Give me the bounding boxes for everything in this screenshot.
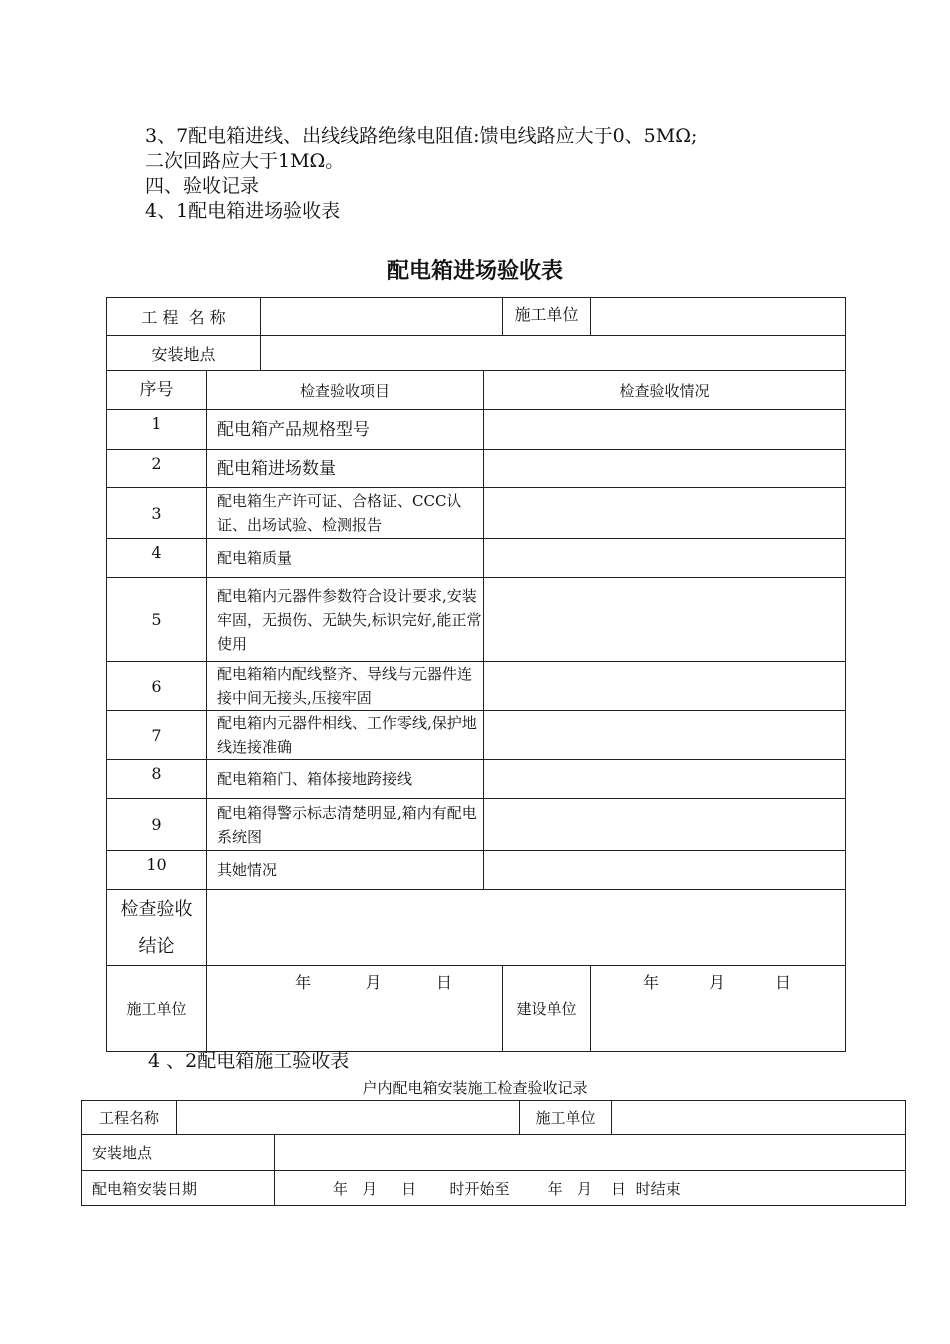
conclusion-value[interactable] [207,890,846,966]
row-item: 配电箱箱内配线整齐、导线与元器件连接中间无接头,压接牢固 [207,662,484,711]
table-row [107,539,846,578]
row-no: 8 [107,760,207,799]
row-item: 配电箱进场数量 [207,450,484,488]
year-label: 年 [643,973,660,992]
table1-title: 配电箱进场验收表 [386,259,563,284]
install-location-value[interactable] [261,336,846,371]
install-acceptance-table [81,1100,906,1206]
day-label: 日 [436,973,453,992]
construction-unit-value[interactable] [591,298,846,336]
row-status[interactable] [484,662,846,711]
row-item: 配电箱箱门、箱体接地跨接线 [207,760,484,799]
row-status[interactable] [484,760,846,799]
project-name-label: 工 程 名 称 [107,298,261,336]
sign-construction-label: 施工单位 [107,966,207,1052]
row-no: 9 [107,799,207,851]
conclusion-label: 检查验收结论 [107,890,207,966]
row-no: 1 [107,410,207,450]
row-no: 6 [107,662,207,711]
install-location-value[interactable] [275,1135,906,1171]
row-no: 3 [107,488,207,539]
subsection-heading-4-2: 4 、2配电箱施工验收表 [148,1050,350,1072]
table-row [107,662,846,711]
table-row [107,760,846,799]
row-no: 10 [107,851,207,890]
row-item: 配电箱产品规格型号 [207,410,484,450]
table-row [107,488,846,539]
row-status[interactable] [484,578,846,662]
row-item: 其她情况 [207,851,484,890]
row-status[interactable] [484,851,846,890]
row-item: 配电箱生产许可证、合格证、CCC认证、出场试验、检测报告 [207,488,484,539]
table-row [107,410,846,450]
project-name-label: 工程名称 [82,1101,177,1135]
sign-owner-label: 建设单位 [503,966,591,1052]
table-row [107,851,846,890]
install-location-label: 安装地点 [107,336,261,371]
sign-construction-date[interactable] [207,966,503,1052]
sign-owner-date[interactable] [591,966,846,1052]
subsection-heading-4-1: 4、1配电箱进场验收表 [145,200,341,222]
intro-line-1: 3、7配电箱进线、出线线路绝缘电阻值:馈电线路应大于0、5MΩ; [145,125,698,147]
day-label: 日 [774,973,791,992]
row-no: 7 [107,711,207,760]
row-no: 5 [107,578,207,662]
construction-unit-label: 施工单位 [503,298,591,336]
year-label: 年 [295,973,312,992]
intro-line-2: 二次回路应大于1MΩ。 [145,150,345,172]
install-date-label: 配电箱安装日期 [82,1171,275,1206]
table-row [107,711,846,760]
table-row [107,578,846,662]
row-status[interactable] [484,711,846,760]
construction-unit-label: 施工单位 [520,1101,612,1135]
row-status[interactable] [484,799,846,851]
col-header-no: 序号 [107,371,207,410]
col-header-status: 检查验收情况 [484,371,846,410]
table-row [107,450,846,488]
table-row [107,799,846,851]
col-header-item: 检查验收项目 [207,371,484,410]
month-label: 月 [365,973,382,992]
install-date-value[interactable]: 年 月 日 时开始至 年 月 日 时结束 [275,1171,906,1206]
project-name-value[interactable] [261,298,503,336]
section-heading-4: 四、验收记录 [145,175,260,197]
row-no: 2 [107,450,207,488]
row-no: 4 [107,539,207,578]
entry-acceptance-table [106,297,846,1052]
row-item: 配电箱质量 [207,539,484,578]
construction-unit-value[interactable] [612,1101,906,1135]
row-status[interactable] [484,488,846,539]
row-item: 配电箱得警示标志清楚明显,箱内有配电系统图 [207,799,484,851]
row-status[interactable] [484,410,846,450]
row-status[interactable] [484,450,846,488]
row-status[interactable] [484,539,846,578]
row-item: 配电箱内元器件参数符合设计要求,安装牢固，无损伤、无缺失,标识完好,能正常使用 [207,578,484,662]
row-item: 配电箱内元器件相线、工作零线,保护地线连接准确 [207,711,484,760]
install-location-label: 安装地点 [82,1135,275,1171]
month-label: 月 [709,973,726,992]
project-name-value[interactable] [177,1101,520,1135]
table2-caption: 户内配电箱安装施工检查验收记录 [362,1079,588,1097]
